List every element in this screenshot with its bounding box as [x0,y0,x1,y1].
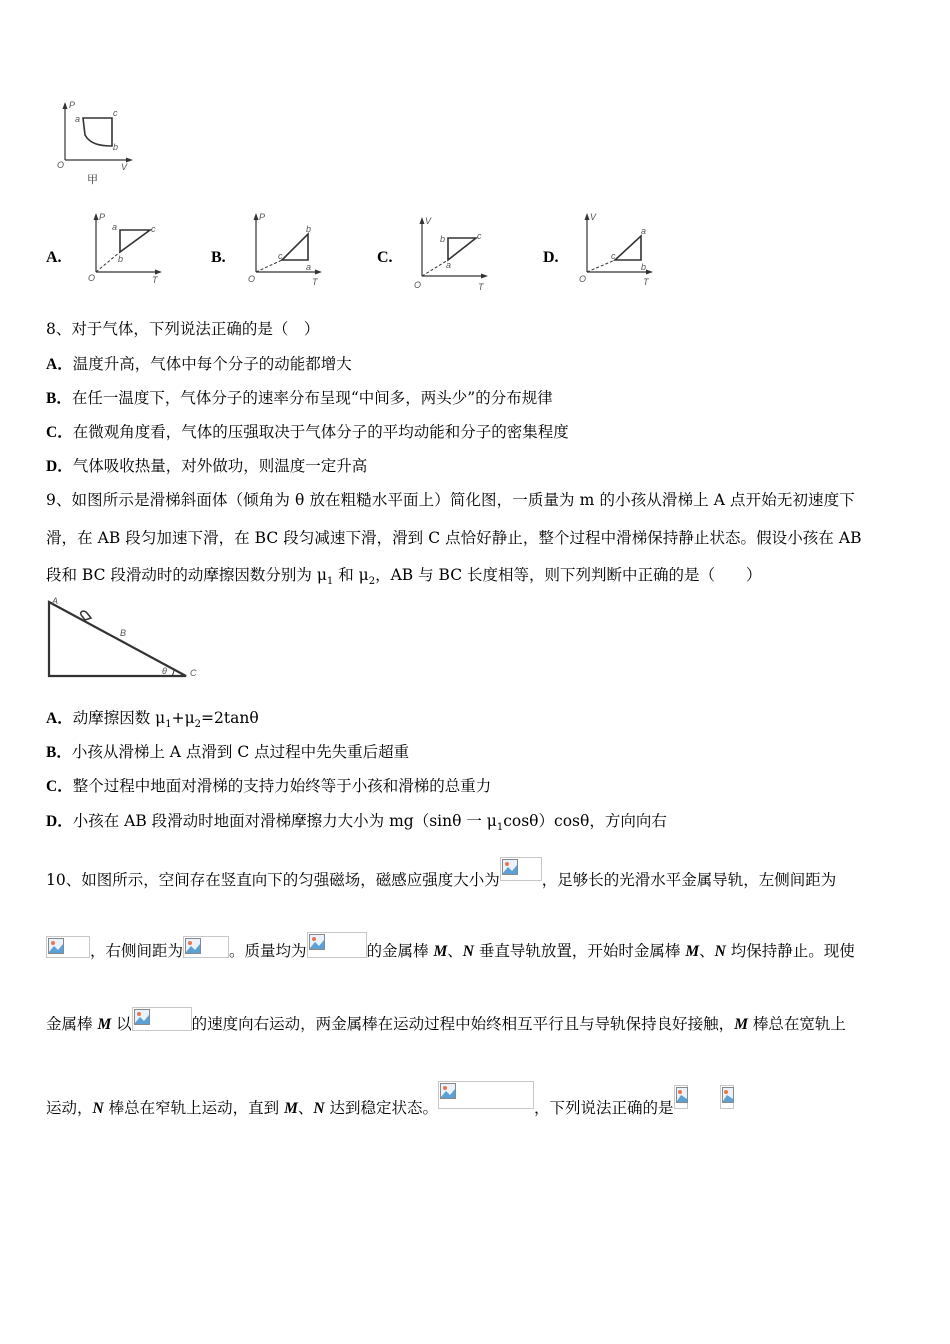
q7-option-d-label[interactable]: D. [543,249,559,266]
svg-text:b: b [306,224,312,234]
point-c-label: C [190,668,197,678]
broken-image-icon [674,1085,688,1109]
broken-image-icon [46,936,90,958]
svg-text:O: O [248,274,256,284]
axis-x-label: V [121,162,128,172]
q9-option-c[interactable]: C．整个过程中地面对滑梯的支持力始终等于小孩和滑梯的总重力 [46,777,492,795]
point-b-label: b [113,142,119,152]
point-a-label: A [52,596,59,606]
q9-option-d[interactable]: D．小孩在 AB 段滑动时地面对滑梯摩擦力大小为 mg（sinθ 一 $\mu_1\cos\theta)\cos\theta$，方向向右 [46,812,667,834]
point-a-label: a [75,114,81,124]
svg-text:a: a [112,222,118,232]
svg-text:a: a [641,226,647,236]
svg-text:O: O [88,273,96,283]
broken-image-icon [183,936,229,958]
q8-stem: 8、对于气体，下列说法正确的是（ ） [46,320,320,338]
q7-option-a-label[interactable]: A. [46,249,62,266]
q7-option-c-label[interactable]: C. [377,249,393,266]
svg-text:V: V [425,216,432,226]
svg-text:P: P [99,212,106,222]
axis-y-label: P [69,100,76,110]
svg-text:c: c [611,251,616,261]
svg-text:T: T [152,275,158,285]
svg-text:b: b [641,262,647,272]
broken-image-icon [500,857,542,881]
svg-text:V: V [590,212,597,222]
svg-text:O: O [579,274,587,284]
q9-stem-line2: 滑，在 AB 段匀加速下滑，在 BC 段匀减速下滑，滑到 C 点恰好静止，整个过程中滑梯保持静止状态。假设小孩在 AB [46,529,862,547]
broken-image-icon [132,1007,192,1031]
q10-line4: 运动，N 棒总在窄轨上运动，直到 M、N 达到稳定状态。 ，下列说法正确的是 [46,1081,734,1119]
broken-image-icon [438,1081,534,1109]
svg-text:a: a [446,260,452,270]
origin-label: O [57,160,65,170]
svg-text:T: T [312,277,318,287]
svg-text:T: T [478,282,484,292]
q10-line1: 10、如图所示，空间存在竖直向下的匀强磁场，磁感应强度大小为 ，足够长的光滑水平金属导轨，左侧间距为 [46,857,836,890]
q7-option-b-label[interactable]: B. [211,249,226,266]
svg-text:b: b [118,254,124,264]
svg-text:a: a [306,262,312,272]
q10-line3: 金属棒 M 以 的速度向右运动，两金属棒在运动过程中始终相互平行且与导轨保持良好接触，M 棒总在宽轨上 [46,1007,846,1035]
pv-diagram-figure [55,100,145,190]
svg-text:c: c [278,251,283,261]
svg-text:c: c [477,231,482,241]
q9-option-a[interactable]: A．动摩擦因数 $\mu_1+\mu_2=2\tan\theta$ [46,709,259,731]
q9-stem-line1: 9、如图所示是滑梯斜面体（倾角为 θ 放在粗糙水平面上）简化图，一质量为 m 的小孩从滑梯上 A 点开始无初速度下 [46,491,855,509]
q9-stem-line3: 段和 BC 段滑动时的动摩擦因数分别为 $\mu_1$ 和 $\mu_2$，AB 与 BC 长度相等，则下列判断中正确的是（ ） [46,566,762,588]
broken-image-icon [720,1085,734,1109]
q7-option-a-diagram [84,210,166,288]
slide-incline-figure [44,596,202,682]
svg-text:c: c [151,224,156,234]
svg-text:T: T [643,277,649,287]
q7-option-d-diagram [575,210,657,288]
point-b-label: B [120,628,127,638]
svg-text:O: O [414,280,422,290]
q7-option-c-diagram [410,214,494,292]
figure-caption: 甲 [87,173,98,186]
q8-option-a[interactable]: A．温度升高，气体中每个分子的动能都增大 [46,355,352,373]
theta-label: θ [162,666,167,676]
point-c-label: c [113,108,118,118]
broken-image-icon [307,932,367,958]
q7-option-b-diagram [244,210,326,288]
q10-line2: ，右侧间距为 。质量均为 的金属棒 M、N 垂直导轨放置，开始时金属棒 M、N 均保持静止。现使 [46,932,855,962]
q9-option-b[interactable]: B．小孩从滑梯上 A 点滑到 C 点过程中先失重后超重 [46,743,410,761]
svg-text:b: b [440,234,446,244]
q8-option-c[interactable]: C．在微观角度看，气体的压强取决于气体分子的平均动能和分子的密集程度 [46,423,569,441]
q8-option-d[interactable]: D．气体吸收热量，对外做功，则温度一定升高 [46,457,368,475]
q8-option-b[interactable]: B．在任一温度下，气体分子的速率分布呈现“中间多，两头少”的分布规律 [46,389,553,407]
svg-text:P: P [259,212,266,222]
